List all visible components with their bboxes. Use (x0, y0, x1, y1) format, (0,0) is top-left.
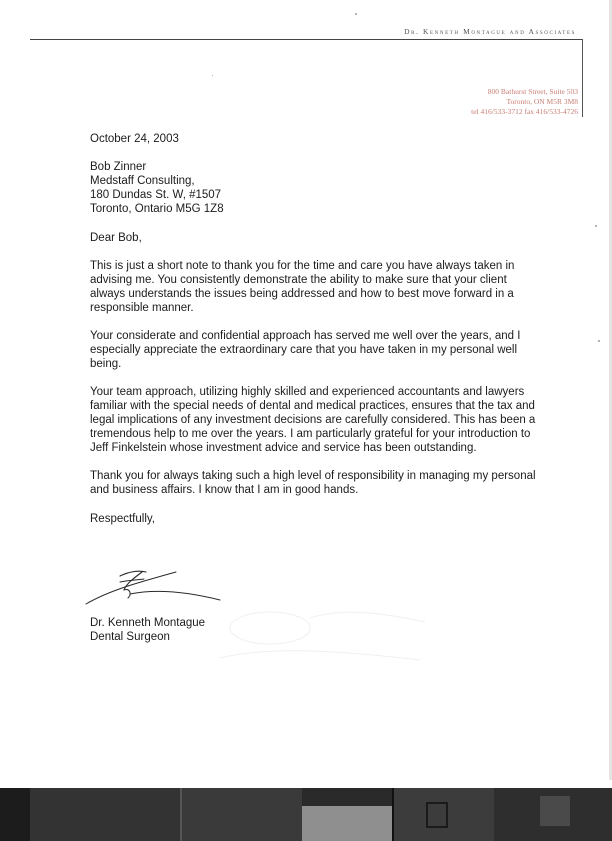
recipient-name: Bob Zinner (90, 161, 147, 173)
address-city: Toronto, ON M5R 3M8 (506, 97, 578, 106)
faint-watermark (200, 598, 440, 678)
scan-speck (598, 340, 600, 342)
scanner-segment (30, 788, 180, 841)
scanner-segment (426, 802, 448, 828)
letterhead-practice-name: Dr. Kenneth Montague and Associates (404, 27, 576, 36)
scanner-bed-edge (0, 788, 612, 841)
recipient-city: Toronto, Ontario M5G 1Z8 (90, 203, 224, 215)
scanner-segment (302, 806, 392, 841)
letterhead-rule (30, 39, 582, 40)
scan-speck (595, 225, 597, 227)
scanner-segment (0, 788, 30, 841)
letterhead-vertical-rule (582, 39, 583, 117)
letter-date: October 24, 2003 (90, 133, 179, 145)
scanner-segment (182, 788, 302, 841)
salutation: Dear Bob, (90, 232, 142, 244)
paragraph-3: Your team approach, utilizing highly skilled and experienced accountants and lawyers familiar with the special needs of dental and medical practices, ensures that the tax and legal implications of any investment decisions are carefully considered. This has been a tremendous help to me over the years. I am particularly grateful for your introduction to Jeff Finkelstein whose investment advice and service has been outstanding. (90, 386, 536, 454)
address-street: 800 Bathurst Street, Suite 503 (487, 87, 578, 96)
scanner-segment (540, 796, 570, 826)
signer-title: Dental Surgeon (90, 631, 170, 643)
address-phone-fax: tel 416/533-3712 fax 416/533-4726 (471, 107, 578, 116)
paragraph-4: Thank you for always taking such a high level of responsibility in managing my personal and business affairs. I know that I am in good hands. (90, 470, 536, 496)
recipient-block (90, 160, 545, 216)
recipient-company: Medstaff Consulting, (90, 175, 195, 187)
letter-body (90, 132, 545, 526)
signer-block (90, 616, 205, 644)
closing: Respectfully, (90, 513, 155, 525)
signer-name: Dr. Kenneth Montague (90, 617, 206, 629)
scan-speck (355, 13, 357, 15)
recipient-street: 180 Dundas St. W, #1507 (90, 189, 222, 201)
scan-speck (212, 75, 213, 76)
paragraph-1: This is just a short note to thank you for the time and care you have always taken in advising me. You consistently demonstrate the ability to make sure that your client always understands the issues being addressed and how to best move forward in a responsible manner. (90, 260, 515, 314)
letterhead-address (471, 87, 578, 117)
paragraph-2: Your considerate and confidential approach has served me well over the years, and I especially appreciate the extraordinary care that you have taken in my personal well being. (90, 330, 521, 370)
